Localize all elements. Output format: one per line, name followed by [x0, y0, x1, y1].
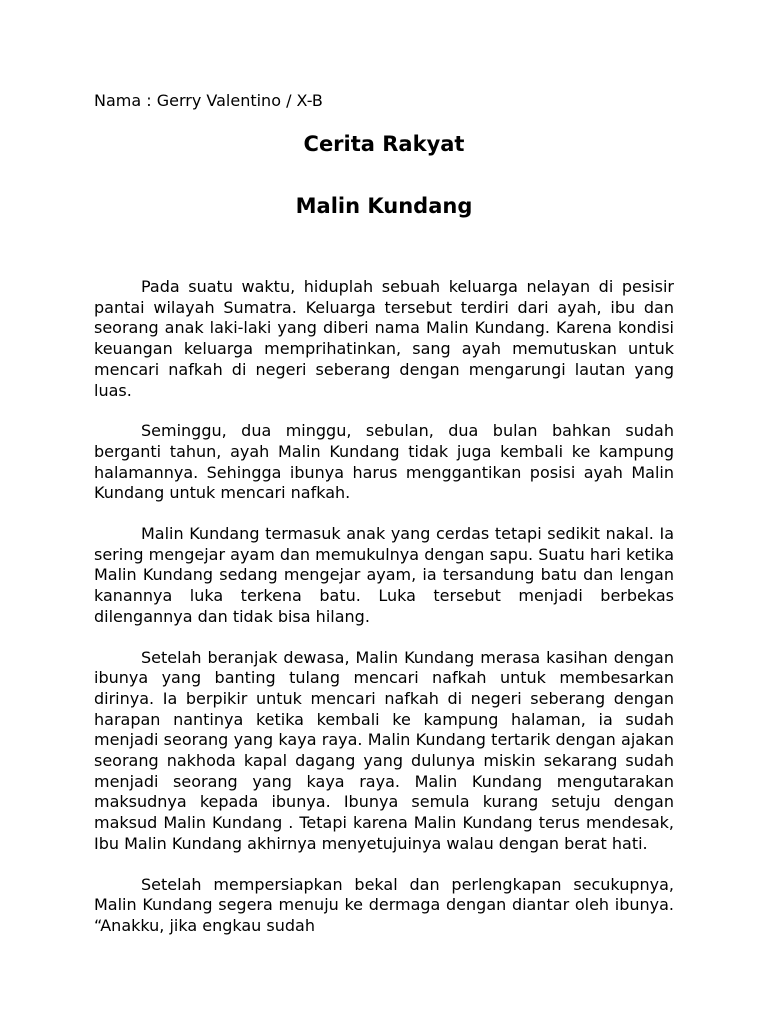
paragraph: Malin Kundang termasuk anak yang cerdas tetapi sedikit nakal. Ia sering mengejar ayam dan memukulnya dengan sapu. Suatu hari ketika Malin Kundang sedang mengejar ayam, ia tersandung batu dan lengan kanannya luka terkena batu. Luka tersebut menjadi berbekas dilengannya dan tidak bisa hilang.: [94, 524, 674, 626]
paragraph: Pada suatu waktu, hiduplah sebuah keluarga nelayan di pesisir pantai wilayah Sumatra. Keluarga tersebut terdiri dari ayah, ibu dan seorang anak laki-laki yang diberi nama Malin Kundang. Karena kondisi keuangan keluarga memprihatinkan, sang ayah memutuskan untuk mencari nafkah di negeri seberang dengan mengarungi lautan yang luas.: [94, 277, 674, 400]
story-title: Malin Kundang: [295, 194, 473, 218]
document-title: Cerita Rakyat: [303, 132, 465, 156]
paragraph: Seminggu, dua minggu, sebulan, dua bulan bahkan sudah berganti tahun, ayah Malin Kundang tidak juga kembali ke kampung halamannya. Sehingga ibunya harus menggantikan posisi ayah Malin Kundang untuk mencari nafkah.: [94, 421, 674, 503]
author-line: Nama : Gerry Valentino / X-B: [94, 91, 323, 110]
paragraph: Setelah mempersiapkan bekal dan perlengkapan secukupnya, Malin Kundang segera menuju ke dermaga dengan diantar oleh ibunya. “Anakku, jika engkau sudah: [94, 874, 674, 935]
paragraph: Setelah beranjak dewasa, Malin Kundang merasa kasihan dengan ibunya yang banting tulang mencari nafkah untuk membesarkan dirinya. Ia berpikir untuk mencari nafkah di negeri seberang dengan harapan nantinya ketika kembali ke kampung halaman, ia sudah menjadi seorang yang kaya raya. Malin Kundang tertarik dengan ajakan seorang nakhoda kapal dagang yang dulunya miskin sekarang sudah menjadi seorang yang kaya raya. Malin Kundang mengutarakan maksudnya kepada ibunya. Ibunya semula kurang setuju dengan maksud Malin Kundang . Tetapi karena Malin Kundang terus mendesak, Ibu Malin Kundang akhirnya menyetujuinya walau dengan berat hati.: [94, 647, 674, 853]
story-body: [94, 277, 674, 957]
